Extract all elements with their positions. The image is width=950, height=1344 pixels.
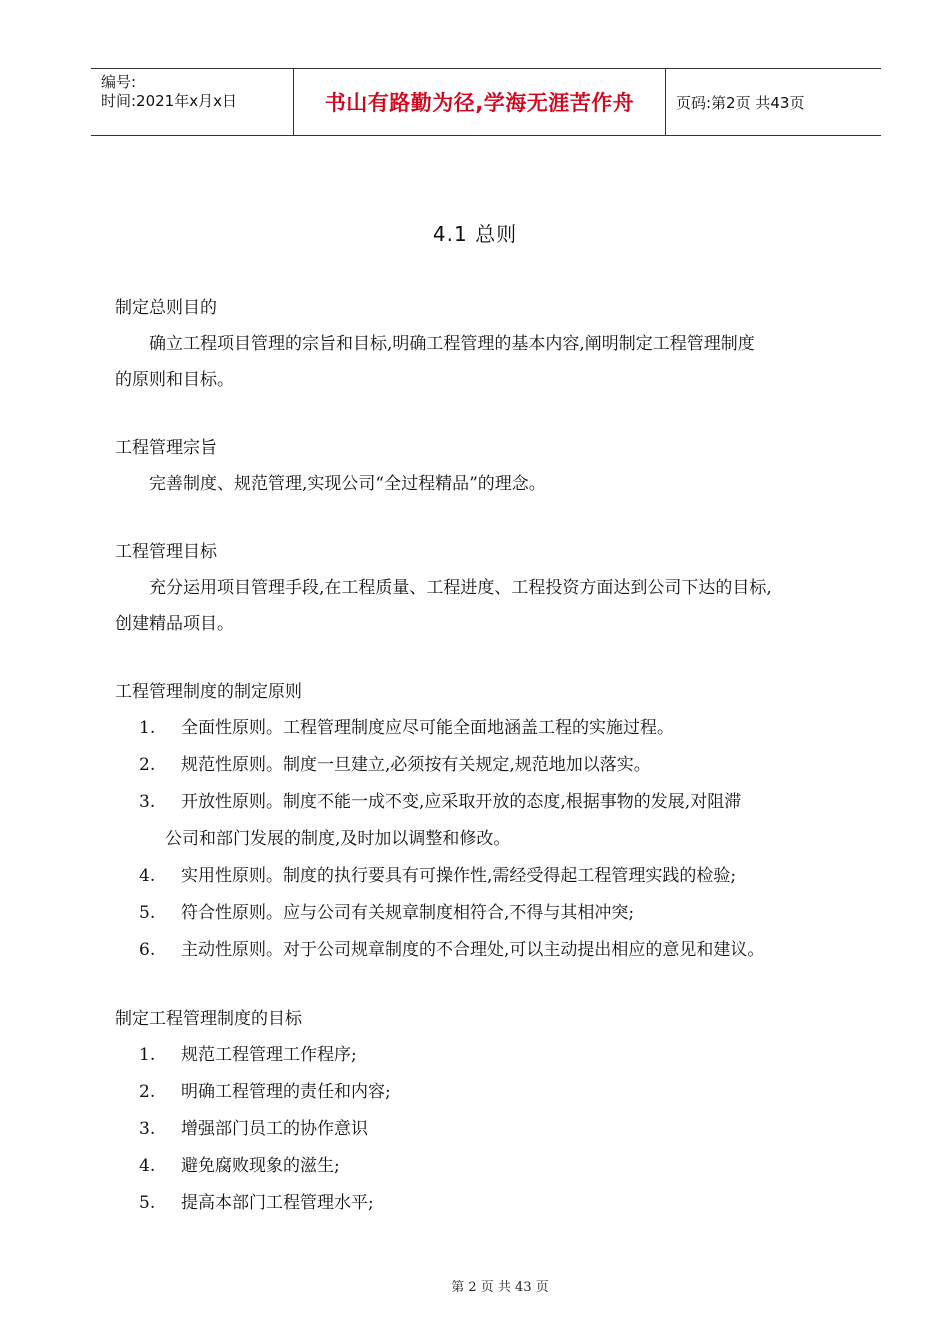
list-text: 规范工程管理工作程序; [181,1045,357,1065]
list-text: 规范性原则。制度一旦建立,必须按有关规定,规范地加以落实。 [181,755,651,775]
page-footer: 第 2 页 共 43 页 [451,1280,549,1295]
list-number: 2. [139,1082,156,1102]
page-header [91,68,881,136]
list-number: 6. [139,940,156,960]
list-item [115,784,875,821]
list-number: 4. [139,1156,156,1176]
list-text: 避免腐败现象的滋生; [181,1156,340,1176]
list-text: 实用性原则。制度的执行要具有可操作性,需经受得起工程管理实践的检验; [181,866,737,886]
purpose-text-line: 的原则和目标。 [115,370,234,390]
list-number: 3. [139,792,156,812]
list-item [115,1037,875,1074]
list-number: 5. [139,1193,156,1213]
list-item [115,932,875,969]
list-text: 增强部门员工的协作意识 [181,1119,368,1139]
list-item [115,1148,875,1185]
list-text: 明确工程管理的责任和内容; [181,1082,391,1102]
document-time-label: 时间:2021年x月x日 [101,92,237,110]
header-motto: 书山有路勤为径,学海无涯苦作舟 [293,69,666,135]
list-item [115,1074,875,1111]
list-number: 3. [139,1119,156,1139]
list-text-continuation: 公司和部门发展的制度,及时加以调整和修改。 [165,829,511,849]
list-number: 1. [139,718,156,738]
list-text: 主动性原则。对于公司规章制度的不合理处,可以主动提出相应的意见和建议。 [181,940,765,960]
purpose-text-line: 确立工程项目管理的宗旨和目标,明确工程管理的基本内容,阐明制定工程管理制度 [149,334,755,354]
list-text: 开放性原则。制度不能一成不变,应采取开放的态度,根据事物的发展,对阻滞 [181,792,742,812]
goal-text-line: 创建精品项目。 [115,614,234,634]
header-page-info: 页码:第2页 共43页 [676,93,805,112]
section-title: 4.1 总则 [432,222,518,246]
purpose-section [115,290,875,398]
list-item [115,1185,875,1222]
tenet-section [115,430,875,502]
objectives-section [115,1001,875,1222]
list-item [115,895,875,932]
list-text: 提高本部门工程管理水平; [181,1193,374,1213]
header-meta [91,69,293,135]
list-text: 全面性原则。工程管理制度应尽可能全面地涵盖工程的实施过程。 [181,718,674,738]
list-item [115,1111,875,1148]
list-number: 2. [139,755,156,775]
document-number-label: 编号: [101,73,137,91]
list-item [115,710,875,747]
objectives-heading: 制定工程管理制度的目标 [115,1009,302,1029]
document-body [115,290,875,1254]
list-item [115,858,875,895]
goal-section [115,534,875,642]
list-number: 4. [139,866,156,886]
tenet-text: 完善制度、规范管理,实现公司“全过程精品”的理念。 [149,474,546,494]
list-number: 1. [139,1045,156,1065]
goal-text-line: 充分运用项目管理手段,在工程质量、工程进度、工程投资方面达到公司下达的目标, [149,578,772,598]
tenet-heading: 工程管理宗旨 [115,438,217,458]
principles-heading: 工程管理制度的制定原则 [115,682,302,702]
principles-section [115,674,875,969]
purpose-heading: 制定总则目的 [115,298,217,318]
list-text: 符合性原则。应与公司有关规章制度相符合,不得与其相冲突; [181,903,635,923]
list-item [115,747,875,784]
list-number: 5. [139,903,156,923]
goal-heading: 工程管理目标 [115,542,217,562]
